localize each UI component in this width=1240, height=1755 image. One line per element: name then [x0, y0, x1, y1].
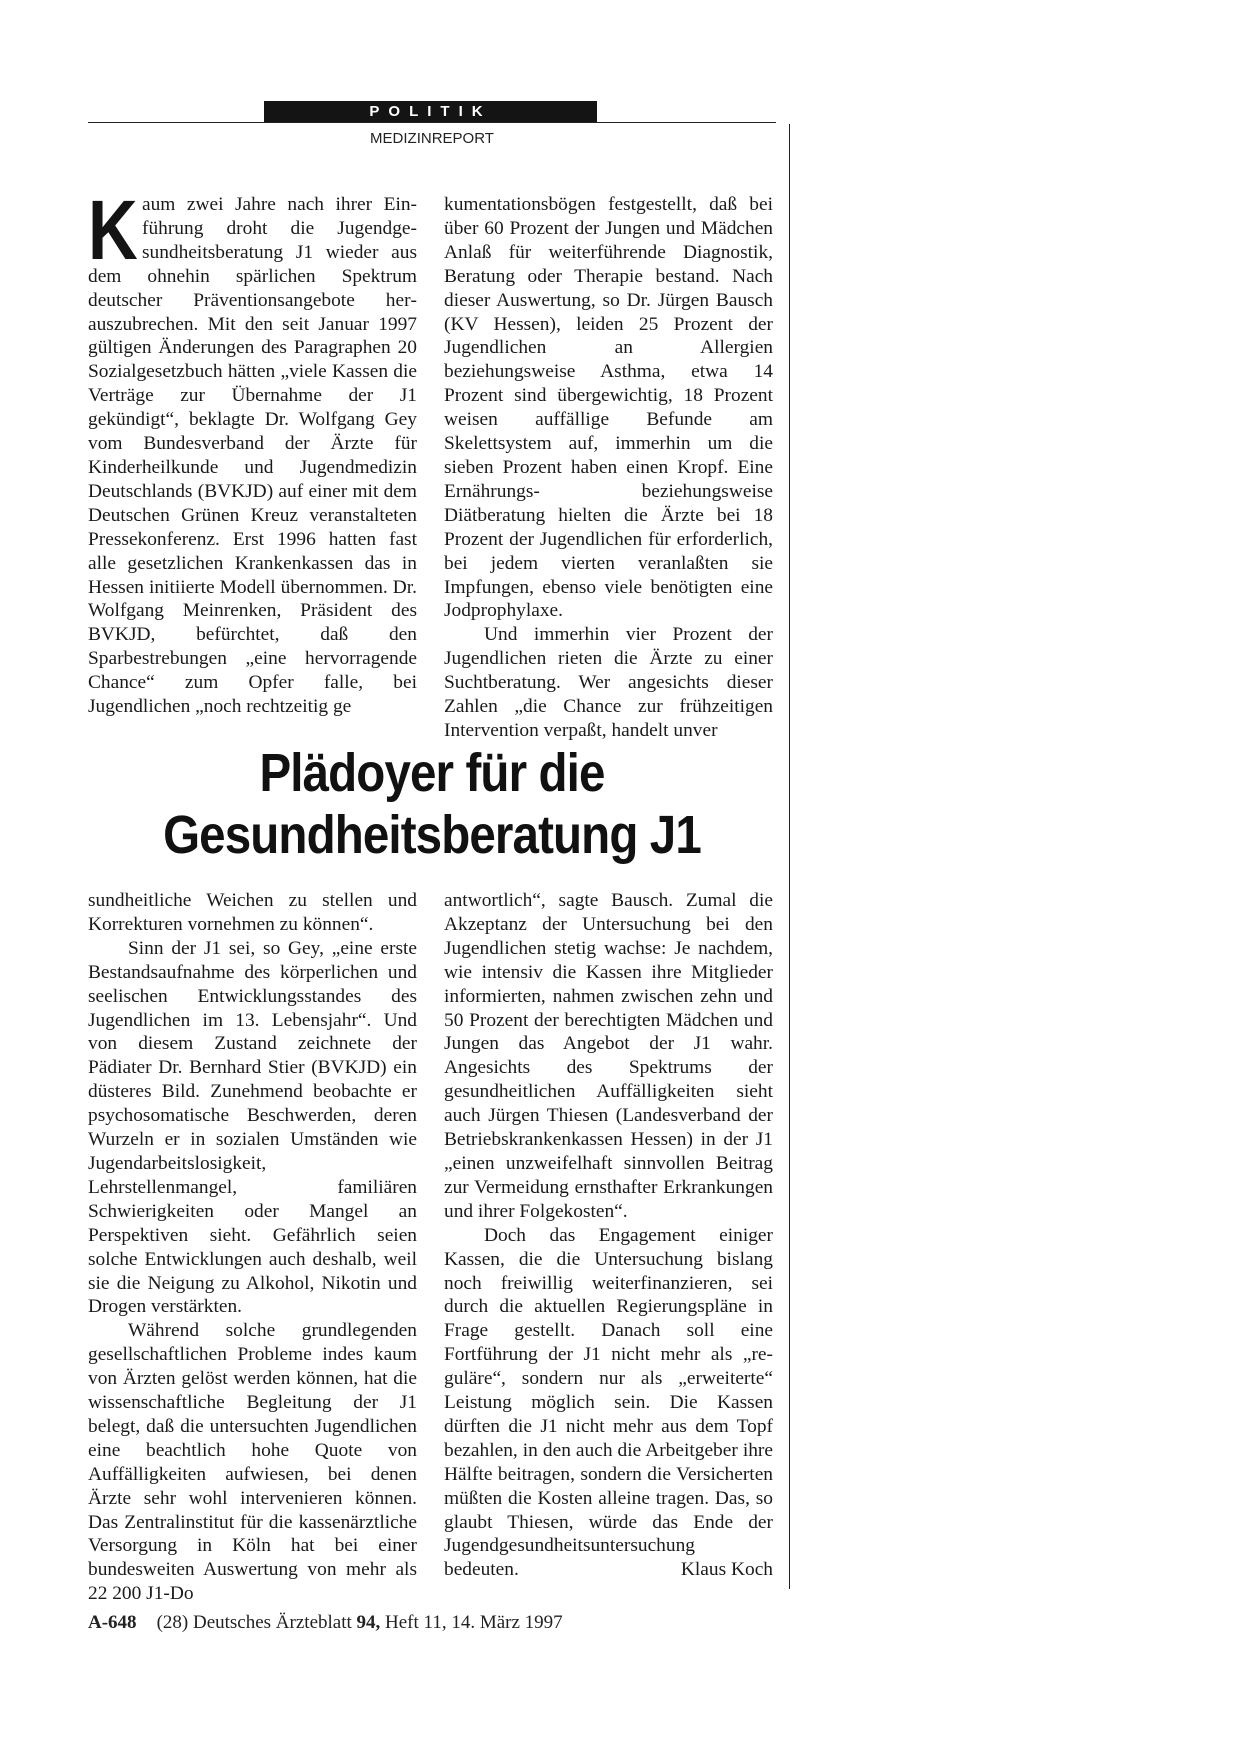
- paragraph: [444, 1224, 773, 1583]
- page-footer: [88, 1612, 563, 1634]
- subsection-label: MEDIZINREPORT: [370, 130, 494, 147]
- header-rule: [88, 122, 776, 123]
- paragraph: sundheitliche Weichen zu stellen und Korrekturen vornehmen zu können“.: [88, 890, 417, 935]
- journal-name: Deutsches Ärzteblatt: [192, 1612, 352, 1633]
- headline-line: Plädoyer für die: [259, 743, 605, 803]
- article-column-top-left: [88, 183, 417, 719]
- column-rule: [789, 124, 790, 1589]
- section-label: POLITIK: [264, 101, 597, 122]
- article-headline: [129, 742, 734, 866]
- volume-number: 94,: [356, 1612, 381, 1633]
- page-number-parenthetical: (28): [156, 1612, 189, 1633]
- headline-line: Gesundheitsberatung J1: [163, 805, 701, 865]
- page-number: A-648: [88, 1612, 137, 1633]
- article-column-top-right: [444, 193, 773, 743]
- paragraph-text: aum zwei Jahre nach ihrer Einführung droht die Jugendgesundheitsberatung J1 wieder aus dem ohnehin spärlichen Spektrum deutscher Präventionsangebote herauszubrechen. Mit den seit Januar 1997 gültigen Änderungen des Paragraphen 20 Sozialgesetzbuch hätten „viele Kassen die Verträge zur Übernahme der J1 gekündigt“, beklagte Dr. Wolfgang Gey vom Bundesverband der Ärzte für Kinderheilkunde und Jugendmedizin Deutschlands (BVKJD) auf einer mit dem Deutschen Grünen Kreuz veranstalteten Pressekonferenz. Erst 1996 hatten fast alle gesetzlichen Krankenkassen das in Hessen initiierte Modell übernommen. Dr. Wolfgang Meinrenken, Präsident des BVKJD, befürchtet, daß den Sparbestrebungen „eine hervorragende Chance“ zum Opfer falle, bei Jugendlichen „noch rechtzeitig ge: [88, 194, 417, 718]
- paragraph: Während solche grundlegenden gesellschaftlichen Probleme indes kaum von Ärzten gelöst werden können, hat die wissenschaftliche Begleitung der J1 belegt, daß die untersuchten Jugendlichen eine beachtlich hohe Quote von Auffälligkeiten aufwiesen, bei denen Ärzte sehr wohl intervenieren können. Das Zentralinstitut für die kassenärztliche Versorgung in Köln hat bei einer bundesweiten Auswertung von mehr als 22 200 J1-Do: [88, 1320, 417, 1605]
- paragraph: Sinn der J1 sei, so Gey, „eine erste Bestandsaufnahme des körperlichen und seelischen Entwicklungsstandes des Jugendlichen im 13. Lebensjahr“. Und von diesem Zustand zeichnete der Pädiater Dr. Bernhard Stier (BVKJD) ein düsteres Bild. Zunehmend beobachte er psychosomatische Beschwerden, deren Wurzeln er in sozialen Umständen wie Jugendarbeitslosigkeit, Lehrstellenmangel, familiären Schwierigkeiten oder Mangel an Perspektiven sieht. Gefährlich seien solche Entwicklungen auch deshalb, weil sie die Neigung zu Alkohol, Nikotin und Drogen verstärkten.: [88, 937, 417, 1318]
- paragraph: antwortlich“, sagte Bausch. Zumal die Akzeptanz der Untersuchung bei den Jugendlichen stetig wachse: Je nachdem, wie intensiv die Kassen ihre Mitglieder informierten, nahmen zwischen zehn und 50 Prozent der berechtigten Mädchen und Jungen das Angebot der J1 wahr. Angesichts des Spektrums der gesundheitlichen Auffälligkeiten sieht auch Jürgen Thiesen (Landesverband der Betriebskrankenkassen Hessen) in der J1 „einen unzweifelhaft sinnvollen Beitrag zur Vermeidung ernsthafter Erkrankungen und ihrer Folgekosten“.: [444, 890, 773, 1222]
- paragraph: kumentationsbögen festgestellt, daß bei über 60 Prozent der Jungen und Mädchen Anlaß für weiterführende Diagnostik, Beratung oder Therapie bestand. Nach dieser Auswertung, so Dr. Jürgen Bausch (KV Hessen), leiden 25 Prozent der Jugendlichen an Allergien beziehungsweise Asthma, etwa 14 Prozent sind übergewichtig, 18 Prozent weisen auffällige Befunde am Skelettsystem auf, immerhin um die sieben Prozent haben einen Kropf. Eine Ernährungs- beziehungsweise Diätberatung hielten die Ärzte bei 18 Prozent der Jugendlichen für erforderlich, bei jedem vierten veranlaßten sie Impfungen, ebenso viele benötigten eine Jodprophylaxe.: [444, 194, 773, 622]
- article-column-bottom-left: [88, 889, 417, 1606]
- paragraph-text: Doch das Engagement einiger Kassen, die die Untersuchung bislang noch freiwillig weiterfinanzieren, sei durch die aktuellen Regierungspläne in Frage gestellt. Danach soll eine Fortführung der J1 nicht mehr als „reguläre“, sondern nur als „erweiterte“ Leistung möglich sein. Die Kassen dürften die J1 nicht mehr aus dem Topf bezahlen, in den auch die Arbeitgeber ihre Hälfte beitragen, sondern die Versicherten müßten die Kosten alleine tragen. Das, so glaubt Thiesen, würde das Ende der Jugendgesundheitsuntersuchung bedeuten.: [444, 1224, 773, 1581]
- issue-info: Heft 11, 14. März 1997: [385, 1612, 563, 1633]
- paragraph: Und immerhin vier Prozent der Jugendlichen rieten die Ärzte zu einer Suchtberatung. Wer angesichts dieser Zahlen „die Chance zur frühzeitigen Intervention verpaßt, handelt unver: [444, 624, 773, 741]
- article-column-bottom-right: [444, 889, 773, 1582]
- drop-cap: K: [88, 183, 138, 277]
- author-name: Klaus Koch: [680, 1559, 773, 1581]
- paragraph: [88, 183, 417, 719]
